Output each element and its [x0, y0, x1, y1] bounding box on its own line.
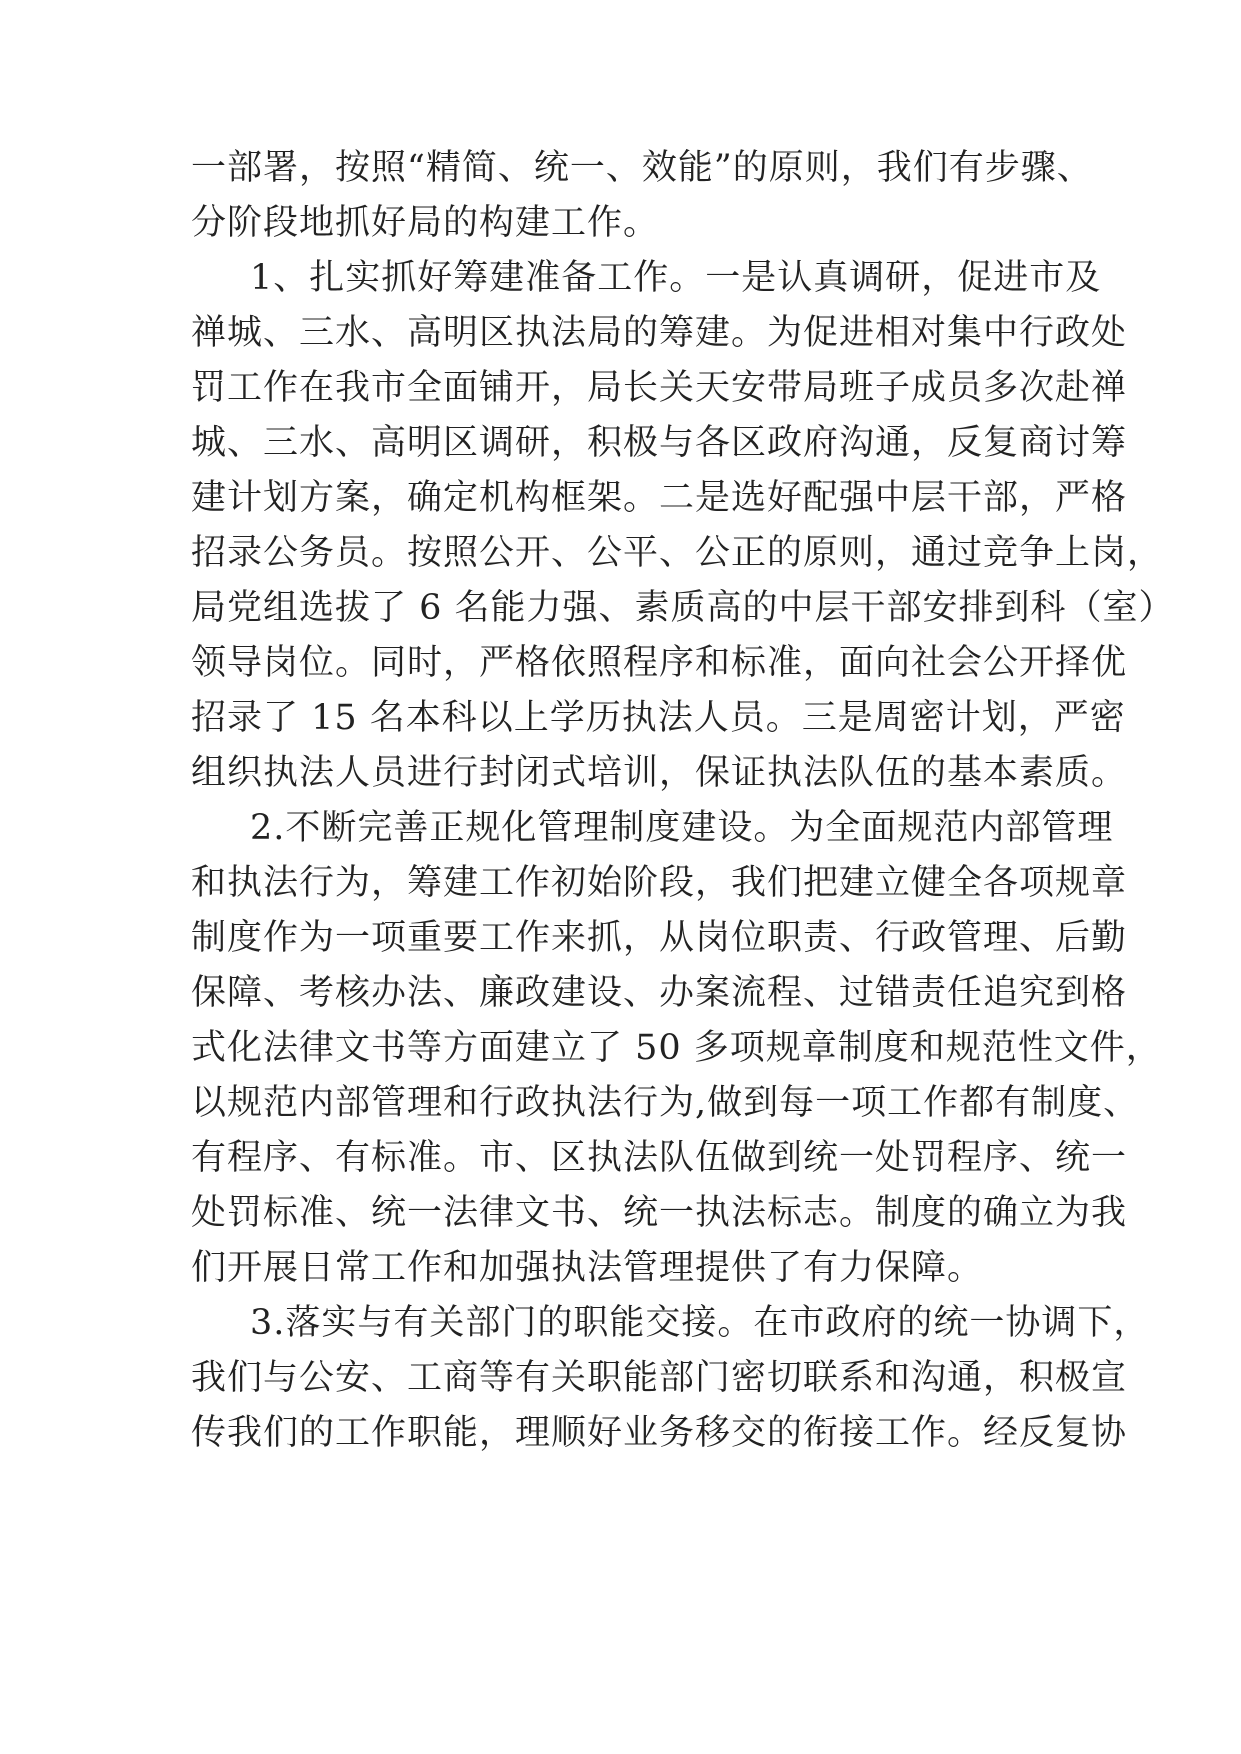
- text-line: 和执法行为，筹建工作初始阶段，我们把建立健全各项规章: [191, 863, 1128, 903]
- text-line: 以规范内部管理和行政执法行为,做到每一项工作都有制度、: [191, 1083, 1140, 1123]
- text-line: 招录公务员。按照公开、公平、公正的原则，通过竞争上岗，: [191, 533, 1164, 573]
- text-line: 禅城、三水、高明区执法局的筹建。为促进相对集中行政处: [191, 313, 1128, 353]
- text-line: 一部署，按照“精简、统一、效能”的原则，我们有步骤、: [191, 148, 1093, 188]
- text-line: 罚工作在我市全面铺开，局长关天安带局班子成员多次赴禅: [191, 368, 1128, 408]
- text-line: 保障、考核办法、廉政建设、办案流程、过错责任追究到格: [191, 973, 1128, 1013]
- text-line: 我们与公安、工商等有关职能部门密切联系和沟通，积极宣: [191, 1358, 1128, 1398]
- text-line: 制度作为一项重要工作来抓，从岗位职责、行政管理、后勤: [191, 918, 1128, 958]
- text-line: 招录了 15 名本科以上学历执法人员。三是周密计划，严密: [191, 698, 1126, 738]
- paragraph-2-start: 2.不断完善正规化管理制度建设。为全面规范内部管理: [250, 808, 1114, 848]
- text-line: 式化法律文书等方面建立了 50 多项规章制度和规范性文件，: [191, 1028, 1162, 1068]
- text-line: 分阶段地抓好局的构建工作。: [191, 203, 660, 243]
- text-line: 城、三水、高明区调研，积极与各区政府沟通，反复商讨筹: [191, 423, 1128, 463]
- text-line: 有程序、有标准。市、区执法队伍做到统一处罚程序、统一: [191, 1138, 1128, 1178]
- text-line: 局党组选拔了 6 名能力强、素质高的中层干部安排到科（室）: [191, 588, 1175, 628]
- text-line: 传我们的工作职能，理顺好业务移交的衔接工作。经反复协: [191, 1413, 1128, 1453]
- text-line: 处罚标准、统一法律文书、统一执法标志。制度的确立为我: [191, 1193, 1128, 1233]
- text-line: 们开展日常工作和加强执法管理提供了有力保障。: [191, 1248, 984, 1288]
- text-line: 领导岗位。同时，严格依照程序和标准，面向社会公开择优: [191, 643, 1128, 683]
- paragraph-1-start: 1、扎实抓好筹建准备工作。一是认真调研，促进市及: [250, 258, 1102, 298]
- text-line: 组织执法人员进行封闭式培训，保证执法队伍的基本素质。: [191, 753, 1128, 793]
- paragraph-3-start: 3.落实与有关部门的职能交接。在市政府的统一协调下，: [250, 1303, 1150, 1343]
- text-line: 建计划方案，确定机构框架。二是选好配强中层干部，严格: [191, 478, 1128, 518]
